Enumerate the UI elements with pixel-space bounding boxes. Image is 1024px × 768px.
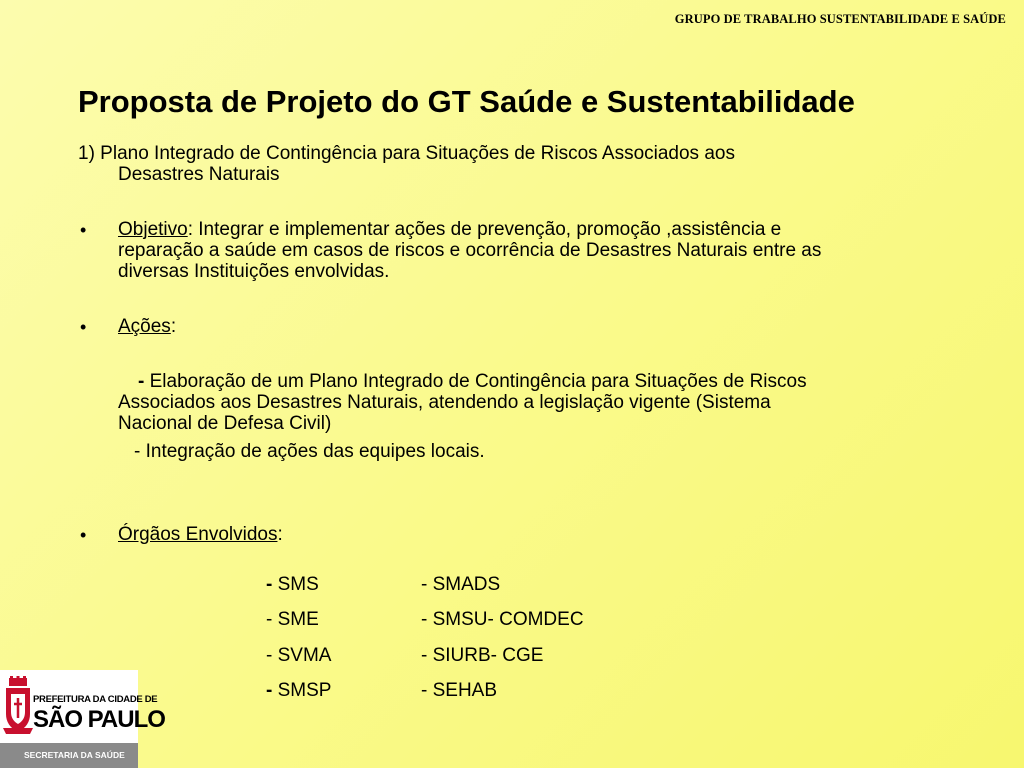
org-right-3: - SIURB- CGE	[421, 645, 544, 666]
org-left-2	[266, 609, 319, 631]
city-crest-icon	[3, 676, 33, 738]
org-left-1	[266, 574, 319, 596]
org-left-1-name: SMS	[277, 574, 319, 595]
orgaos-heading	[118, 524, 283, 546]
logo-secretaria-bar	[0, 743, 138, 768]
item1-line2: Desastres Naturais	[118, 164, 280, 185]
action1-text1: Elaboração de um Plano Integrado de Contingência para Situações de Riscos	[149, 371, 807, 392]
item1-line1: 1) Plano Integrado de Contingência para Situações de Riscos Associados aos	[78, 143, 735, 164]
org-left-4-dash: -	[266, 680, 278, 701]
org-left-3-name: SVMA	[277, 645, 332, 666]
objetivo-line1	[118, 219, 781, 241]
action1-line3: Nacional de Defesa Civil)	[118, 413, 332, 434]
bullet-orgaos: •	[80, 525, 87, 545]
slide-title: Proposta de Projeto do GT Saúde e Sustentabilidade	[78, 84, 855, 119]
org-left-2-dash: -	[266, 609, 278, 630]
org-left-3-dash: -	[266, 645, 278, 666]
bullet-acoes: •	[80, 317, 87, 337]
objetivo-line2: reparação a saúde em casos de riscos e ocorrência de Desastres Naturais entre as	[118, 240, 822, 261]
orgaos-label: Órgãos Envolvidos	[118, 524, 278, 545]
org-right-2: - SMSU- COMDEC	[421, 609, 584, 630]
org-left-1-dash: -	[266, 574, 278, 595]
objetivo-line3: diversas Instituições envolvidas.	[118, 261, 390, 282]
logo-city-text: SÃO PAULO	[33, 706, 165, 733]
objetivo-text1: : Integrar e implementar ações de prevenção, promoção ,assistência e	[187, 219, 782, 240]
objetivo-label: Objetivo	[118, 219, 188, 240]
prefeitura-sao-paulo-logo	[0, 670, 165, 768]
acoes-heading	[118, 316, 176, 338]
acoes-colon: :	[170, 316, 177, 337]
bullet-objetivo: •	[80, 220, 87, 240]
action1-line1	[138, 371, 807, 393]
logo-secretaria-text: SECRETARIA DA SAÚDE	[24, 750, 125, 760]
action1-line2: Associados aos Desastres Naturais, atendendo a legislação vigente (Sistema	[118, 392, 771, 413]
orgaos-colon: :	[277, 524, 283, 545]
org-left-4	[266, 680, 331, 702]
org-left-2-name: SME	[277, 609, 319, 630]
action1-dash: -	[138, 371, 150, 392]
org-left-3	[266, 645, 331, 667]
org-left-4-name: SMSP	[277, 680, 332, 701]
org-right-4: - SEHAB	[421, 680, 498, 701]
acoes-label: Ações	[118, 316, 171, 337]
group-header-label: GRUPO DE TRABALHO SUSTENTABILIDADE E SAÚDE	[674, 12, 1006, 26]
action2-line: - Integração de ações das equipes locais.	[134, 441, 485, 462]
logo-prefeitura-text: PREFEITURA DA CIDADE DE	[33, 694, 158, 705]
org-right-1: - SMADS	[421, 574, 501, 595]
